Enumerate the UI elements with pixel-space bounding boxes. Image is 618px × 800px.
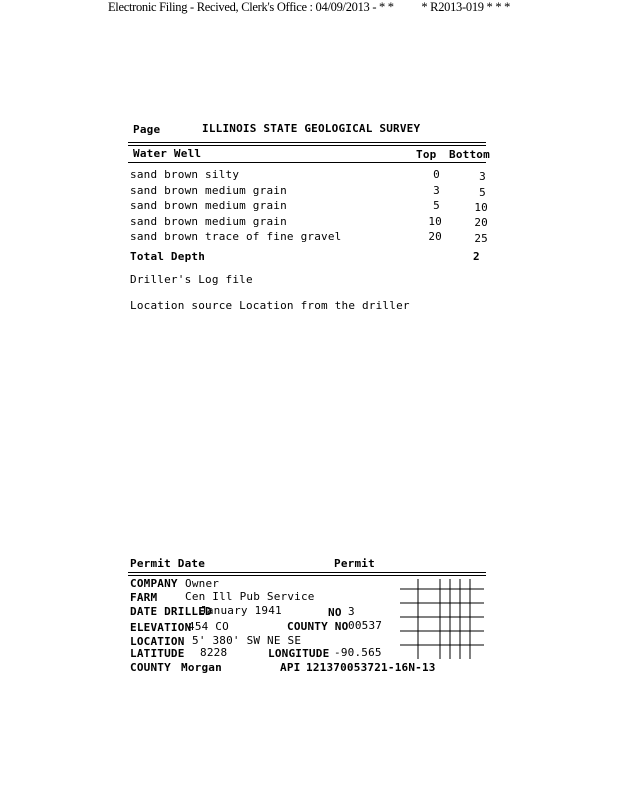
row-bottom: 3 bbox=[479, 170, 486, 183]
company-value: Owner bbox=[185, 577, 220, 590]
page-label: Page bbox=[133, 123, 161, 136]
elevation-value: 454 CO bbox=[188, 620, 229, 633]
row-top: 0 bbox=[433, 168, 440, 181]
row-formation: sand brown silty bbox=[130, 168, 240, 181]
permit-rule-bottom bbox=[128, 575, 486, 576]
row-top: 20 bbox=[428, 230, 442, 243]
latitude-value: 8228 bbox=[200, 646, 228, 659]
column-header-formation: Water Well bbox=[133, 147, 202, 160]
longitude-value: -90.565 bbox=[334, 646, 382, 659]
filing-stamp bbox=[0, 0, 618, 15]
row-bottom: 10 bbox=[474, 201, 488, 214]
header-rule-bottom bbox=[128, 145, 486, 146]
row-bottom: 20 bbox=[474, 216, 488, 229]
farm-label: FARM bbox=[130, 591, 158, 604]
row-formation: sand brown medium grain bbox=[130, 215, 287, 228]
row-bottom: 5 bbox=[479, 186, 486, 199]
county-label: COUNTY bbox=[130, 661, 171, 674]
row-top: 5 bbox=[433, 199, 440, 212]
total-depth-value: 2 bbox=[473, 250, 480, 263]
row-formation: sand brown trace of fine gravel bbox=[130, 230, 342, 243]
longitude-label: LONGITUDE bbox=[268, 647, 330, 660]
county-value: Morgan bbox=[181, 661, 222, 674]
well-no-label: NO bbox=[328, 606, 342, 619]
api-label: API bbox=[280, 661, 301, 674]
column-header-rule bbox=[128, 162, 486, 163]
county-no-label: COUNTY NO bbox=[287, 620, 349, 633]
total-depth-label: Total Depth bbox=[130, 250, 206, 263]
location-label: LOCATION bbox=[130, 635, 185, 648]
well-no-value: 3 bbox=[348, 605, 355, 618]
county-no-value: 00537 bbox=[348, 619, 383, 632]
row-formation: sand brown medium grain bbox=[130, 199, 287, 212]
permit-date-label: Permit Date bbox=[130, 557, 206, 570]
location-value: 5' 380' SW NE SE bbox=[192, 634, 302, 647]
column-header-top: Top bbox=[416, 148, 437, 161]
row-bottom: 25 bbox=[474, 232, 488, 245]
row-top: 3 bbox=[433, 184, 440, 197]
permit-number-label: Permit bbox=[334, 557, 375, 570]
farm-value: Cen Ill Pub Service bbox=[185, 590, 315, 603]
row-top: 10 bbox=[428, 215, 442, 228]
date-drilled-label: DATE DRILLED bbox=[130, 605, 212, 618]
latitude-label: LATITUDE bbox=[130, 647, 185, 660]
location-source: Location source Location from the driller bbox=[130, 299, 410, 312]
header-rule-top bbox=[128, 142, 486, 143]
date-drilled-value: January 1941 bbox=[200, 604, 282, 617]
column-header-bottom: Bottom bbox=[449, 148, 490, 161]
drillers-log: Driller's Log file bbox=[130, 273, 253, 286]
filing-stamp-left: Electronic Filing - Recived, Clerk's Office : 04/09/2013 - * * bbox=[107, 0, 394, 14]
filing-stamp-right: * R2013-019 * * * bbox=[421, 0, 511, 14]
survey-title: ILLINOIS STATE GEOLOGICAL SURVEY bbox=[202, 122, 421, 135]
row-formation: sand brown medium grain bbox=[130, 184, 287, 197]
api-value: 121370053721-16N-13 bbox=[306, 661, 436, 674]
section-grid-icon bbox=[400, 579, 484, 659]
elevation-label: ELEVATION bbox=[130, 621, 192, 634]
company-label: COMPANY bbox=[130, 577, 178, 590]
permit-rule-top bbox=[128, 572, 486, 573]
